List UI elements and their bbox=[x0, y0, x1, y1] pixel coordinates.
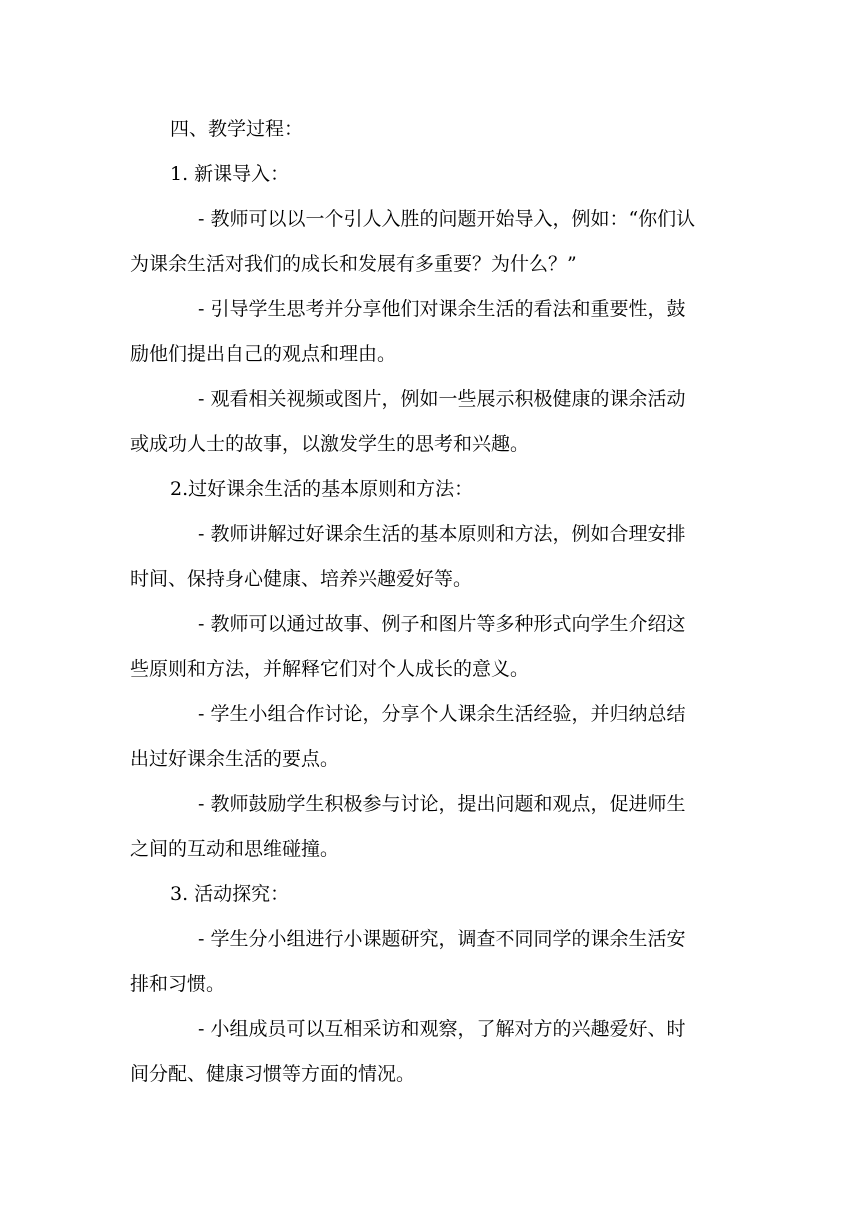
step2-bullet-1 bbox=[130, 512, 730, 602]
document-body bbox=[130, 107, 730, 1097]
paragraph-line: - 学生分小组进行小课题研究，调查不同同学的课余生活安 bbox=[198, 928, 686, 950]
paragraph-line: - 小组成员可以互相采访和观察，了解对方的兴趣爱好、时 bbox=[198, 1018, 686, 1040]
paragraph-line: - 教师可以通过故事、例子和图片等多种形式向学生介绍这 bbox=[198, 613, 686, 635]
paragraph-line: 出过好课余生活的要点。 bbox=[130, 748, 340, 770]
paragraph-line: 些原则和方法，并解释它们对个人成长的意义。 bbox=[130, 658, 530, 680]
paragraph-line: - 学生小组合作讨论，分享个人课余生活经验，并归纳总结 bbox=[198, 703, 686, 725]
paragraph-line: 间分配、健康习惯等方面的情况。 bbox=[130, 1063, 416, 1085]
paragraph-line: 时间、保持身心健康、培养兴趣爱好等。 bbox=[130, 568, 473, 590]
paragraph-line: 排和习惯。 bbox=[130, 973, 226, 995]
paragraph-line: - 观看相关视频或图片，例如一些展示积极健康的课余活动 bbox=[198, 388, 686, 410]
paragraph-line: 为课余生活对我们的成长和发展有多重要？为什么？” bbox=[130, 253, 577, 275]
paragraph-line: - 教师鼓励学生积极参与讨论，提出问题和观点，促进师生 bbox=[198, 793, 686, 815]
step1-bullet-2 bbox=[130, 287, 730, 377]
step3-bullet-1 bbox=[130, 917, 730, 1007]
section-heading: 四、教学过程： bbox=[170, 118, 304, 140]
paragraph-line: 或成功人士的故事，以激发学生的思考和兴趣。 bbox=[130, 433, 530, 455]
step2-heading: 2.过好课余生活的基本原则和方法： bbox=[170, 478, 474, 500]
paragraph-line: 之间的互动和思维碰撞。 bbox=[130, 838, 340, 860]
step2-bullet-2 bbox=[130, 602, 730, 692]
step2-bullet-3 bbox=[130, 692, 730, 782]
paragraph-line: - 教师讲解过好课余生活的基本原则和方法，例如合理安排 bbox=[198, 523, 686, 545]
paragraph-line: - 教师可以以一个引人入胜的问题开始导入，例如：“你们认 bbox=[198, 208, 696, 230]
step2-bullet-4 bbox=[130, 782, 730, 872]
step1-bullet-3 bbox=[130, 377, 730, 467]
paragraph-line: 励他们提出自己的观点和理由。 bbox=[130, 343, 397, 365]
step1-heading: 1. 新课导入： bbox=[170, 163, 290, 185]
step3-heading: 3. 活动探究： bbox=[170, 883, 290, 905]
step1-bullet-1 bbox=[130, 197, 730, 287]
paragraph-line: - 引导学生思考并分享他们对课余生活的看法和重要性，鼓 bbox=[198, 298, 686, 320]
step3-bullet-2 bbox=[130, 1007, 730, 1097]
